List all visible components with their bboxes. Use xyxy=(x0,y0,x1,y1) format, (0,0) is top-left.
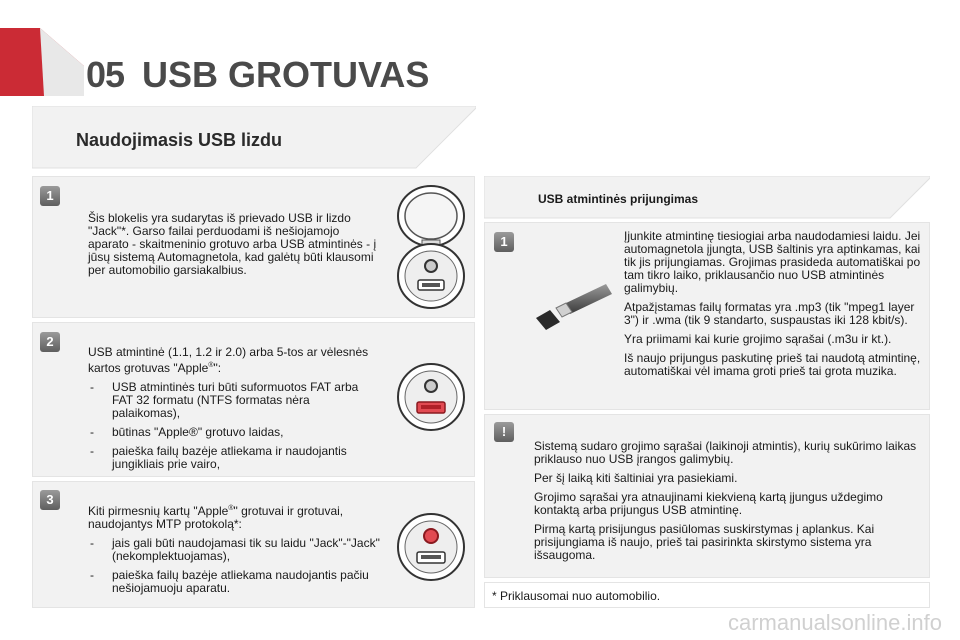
usb-stick-icon xyxy=(534,278,614,336)
registered-mark: ® xyxy=(208,362,214,369)
paragraph: Pirmą kartą prisijungus pasiūlomas suskirstymas į aplankus. Kai prisijungiama iš naujo, prieš tai pasirinkta skirstymo sistema yra išsaugoma. xyxy=(534,522,875,562)
block-2-text xyxy=(88,346,380,477)
step-badge-2: 2 xyxy=(40,332,60,352)
list-item: - paieška failų bazėje atliekama naudojantis pačiu nešiojamuoju aparatu. xyxy=(88,569,380,595)
footnote: * Priklausomai nuo automobilio. xyxy=(492,589,661,603)
registered-mark: ® xyxy=(228,505,234,512)
chapter-number: 05 xyxy=(86,54,125,95)
block-1-text: Šis blokelis yra sudarytas iš prievado USB ir lizdo "Jack"*. Garso failai perduodami iš nešiojamojo aparato - skaitmeninio grotuvo arba USB atmintinės - į jūsų sistemą Automagnetola, kad galėtų būti klausomi per automobilio garsiakalbius. xyxy=(88,211,377,277)
warning-text xyxy=(534,440,924,568)
step-badge-usb-1: 1 xyxy=(494,232,514,252)
paragraph: Iš naujo prijungus paskutinę prieš tai naudotą atmintinę, automatiškai vėl imama groti prieš tai grota muzika. xyxy=(624,351,921,378)
block-3-list xyxy=(88,537,380,595)
section-title: Naudojimasis USB lizdu xyxy=(76,130,283,150)
block-3-intro: Kiti pirmesnių kartų "Apple xyxy=(88,504,229,518)
jack-port-highlight-illustration xyxy=(396,512,466,582)
watermark: carmanualsonline.info xyxy=(727,610,942,635)
paragraph: Įjunkite atmintinę tiesiogiai arba naudodamiesi laidu. Jei automagnetola įjungta, USB šaltinis yra aptinkamas, kai tik jis prijungiamas. Grojimas prasideda automatiškai po tam tikro laiko, priklausančio nuo USB atmintinės galimybių. xyxy=(624,229,921,295)
usb-section-title: USB atmintinės prijungimas xyxy=(538,192,699,206)
list-item: - jais gali būti naudojamasi tik su laidu "Jack"-"Jack" (nekomplektuojamas), xyxy=(88,537,380,563)
list-item: - būtinas "Apple®" grotuvo laidas, xyxy=(88,426,380,439)
usb-block-1-text xyxy=(624,230,924,384)
usb-jack-socket-illustration xyxy=(394,180,468,312)
list-item: - paieška failų bazėje atliekama ir naudojantis jungikliais prie vairo, xyxy=(88,445,380,471)
step-badge-3: 3 xyxy=(40,490,60,510)
block-3-intro-end: " grotuvai ir grotuvai, naudojantys MTP protokolą*: xyxy=(88,504,344,531)
step-badge-1: 1 xyxy=(40,186,60,206)
paragraph: Atpažįstamas failų formatas yra .mp3 (tik "mpeg1 layer 3") ir .wma (tik 9 standarto, suspaustas iki 128 kbit/s). xyxy=(624,300,915,327)
paragraph: Grojimo sąrašai yra atnaujinami kiekvieną kartą įjungus uždegimo kontaktą arba prijungus USB atmintinę. xyxy=(534,490,883,517)
block-2-list xyxy=(88,381,380,471)
page-title: USB GROTUVAS xyxy=(142,54,430,95)
paragraph: Yra priimami kai kurie grojimo sąrašai (.m3u ir kt.). xyxy=(624,332,892,346)
list-item: - USB atmintinės turi būti suformuotos FAT arba FAT 32 formatu (NTFS formatas nėra palaikomas), xyxy=(88,381,380,420)
usb-port-highlight-illustration xyxy=(396,362,466,432)
block-2-intro: USB atmintinė (1.1, 1.2 ir 2.0) arba 5-tos ar vėlesnės kartos grotuvas "Apple xyxy=(88,345,369,375)
paragraph: Sistemą sudaro grojimo sąrašai (laikinoji atmintis), kurių sukūrimo laikas priklauso nuo USB įrangos galimybių. xyxy=(534,439,917,466)
block-2-intro-end: ": xyxy=(213,361,222,375)
warning-icon: ! xyxy=(494,422,514,442)
paragraph: Per šį laiką kiti šaltiniai yra pasiekiami. xyxy=(534,471,738,485)
block-3-text xyxy=(88,502,380,601)
